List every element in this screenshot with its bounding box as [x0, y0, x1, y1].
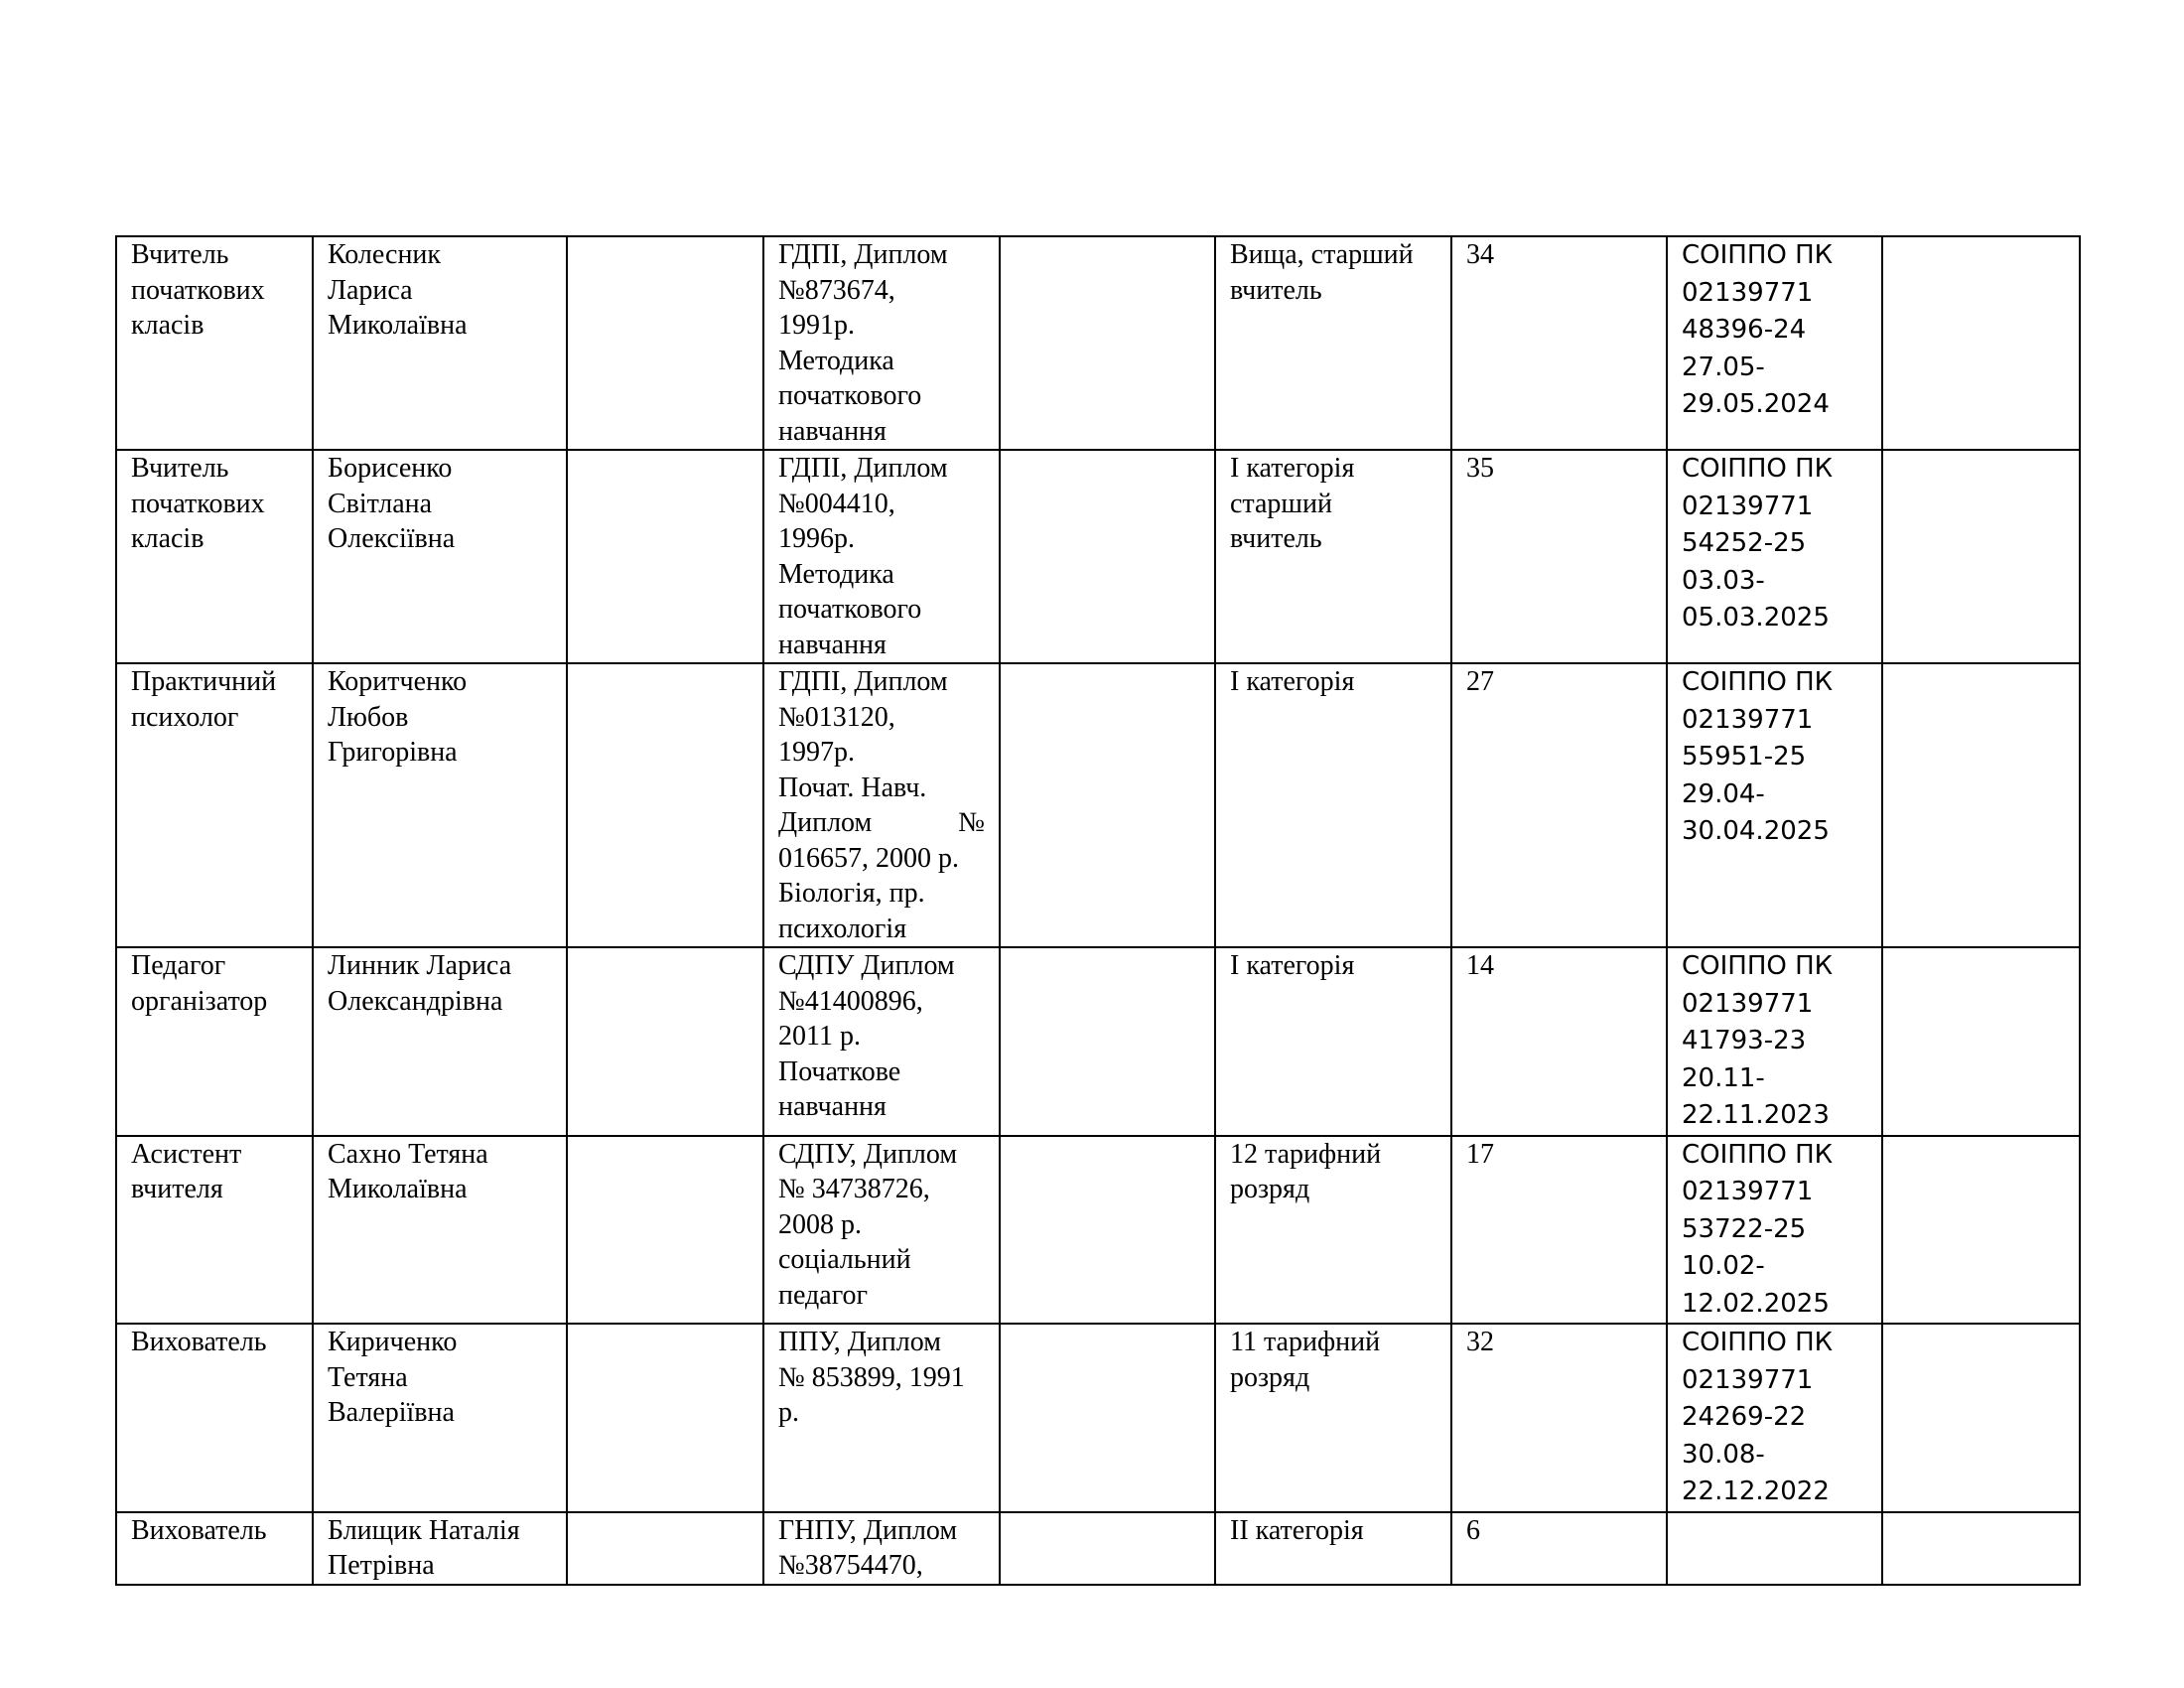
course-text: 03.03-: [1682, 565, 1765, 596]
course-text: 22.11.2023: [1682, 1100, 1830, 1130]
name-text: Олександрівна: [328, 985, 503, 1017]
education-text: ГДПІ, Диплом: [778, 453, 948, 484]
course-text: СОІППО ПК: [1682, 240, 1834, 270]
name-text: Кириченко: [328, 1327, 458, 1357]
name-cell: [313, 1324, 567, 1512]
course-text: 05.03.2025: [1682, 603, 1830, 633]
name-text: Миколаївна: [328, 1174, 468, 1204]
course-text: 02139771: [1682, 277, 1814, 308]
education-text: 2011 р.: [778, 1021, 861, 1052]
course-text: 54252-25: [1682, 528, 1807, 558]
course-text: 55951-25: [1682, 742, 1807, 772]
course-text: 02139771: [1682, 1177, 1814, 1206]
education-cell: [763, 947, 1000, 1136]
experience-cell: [1451, 1136, 1667, 1325]
empty-cell: [567, 450, 763, 663]
education-text: навчання: [778, 415, 887, 447]
experience-cell: [1451, 947, 1667, 1136]
position-text: організатор: [131, 985, 268, 1017]
name-cell: [313, 236, 567, 450]
education-text: СДПУ, Диплом: [778, 1138, 958, 1170]
experience-cell: [1451, 663, 1667, 947]
education-text: психологія: [778, 913, 907, 944]
category-cell: [1215, 1512, 1451, 1585]
course-text: 02139771: [1682, 988, 1814, 1019]
position-text: початкових: [131, 274, 265, 306]
empty-cell: [1882, 450, 2080, 663]
course-text: 02139771: [1682, 704, 1814, 735]
course-text: 10.02-: [1682, 1251, 1765, 1281]
course-text: 27.05-: [1682, 352, 1765, 382]
category-text: старший: [1230, 488, 1332, 519]
education-cell: [763, 1512, 1000, 1585]
course-cell: [1667, 663, 1882, 947]
name-text: Борисенко: [328, 453, 453, 484]
table-row: [116, 663, 2080, 947]
empty-cell: [1000, 1136, 1215, 1325]
staff-table: [115, 235, 2081, 1586]
empty-cell: [567, 1136, 763, 1325]
education-text: №004410,: [778, 488, 895, 519]
course-text: 48396-24: [1682, 315, 1807, 345]
category-cell: [1215, 236, 1451, 450]
course-text: 24269-22: [1682, 1402, 1807, 1432]
empty-cell: [1000, 1324, 1215, 1512]
category-text: І категорія: [1230, 453, 1355, 484]
course-text: 02139771: [1682, 491, 1814, 521]
experience-text: 17: [1466, 1138, 1494, 1170]
course-text: 22.12.2022: [1682, 1477, 1830, 1506]
name-cell: [313, 1136, 567, 1325]
course-text: СОІППО ПК: [1682, 951, 1834, 981]
education-text: ППУ, Диплом: [778, 1327, 941, 1357]
position-text: психолог: [131, 701, 239, 733]
name-text: Лариса: [328, 274, 413, 306]
education-text: р.: [778, 1397, 799, 1428]
course-text: СОІППО ПК: [1682, 667, 1834, 697]
position-cell: [116, 236, 313, 450]
education-cell: [763, 1324, 1000, 1512]
category-text: ІІ категорія: [1230, 1514, 1364, 1546]
name-text: Григорівна: [328, 737, 458, 768]
name-text: Любов: [328, 701, 409, 733]
experience-text: 27: [1466, 666, 1494, 697]
course-cell: [1667, 947, 1882, 1136]
education-text: № 853899, 1991: [778, 1361, 965, 1393]
experience-text: 32: [1466, 1327, 1494, 1357]
name-text: Світлана: [328, 488, 433, 519]
education-text: ГДПІ, Диплом: [778, 666, 948, 697]
empty-cell: [567, 947, 763, 1136]
empty-cell: [567, 236, 763, 450]
empty-cell: [1882, 236, 2080, 450]
education-text: №41400896,: [778, 985, 923, 1017]
course-cell: [1667, 450, 1882, 663]
table-row: [116, 236, 2080, 450]
education-text: ГНПУ, Диплом: [778, 1514, 958, 1546]
experience-cell: [1451, 1324, 1667, 1512]
course-text: СОІППО ПК: [1682, 1328, 1834, 1357]
education-text: Початкове: [778, 1055, 901, 1087]
education-text: №: [958, 807, 985, 838]
education-text: №873674,: [778, 274, 895, 306]
name-cell: [313, 1512, 567, 1585]
empty-cell: [1882, 663, 2080, 947]
category-cell: [1215, 663, 1451, 947]
staff-table-body: [116, 236, 2080, 1585]
education-text: СДПУ Диплом: [778, 950, 955, 981]
empty-cell: [1000, 450, 1215, 663]
education-text: початкового: [778, 594, 922, 625]
empty-cell: [1000, 947, 1215, 1136]
course-text: 20.11-: [1682, 1062, 1765, 1093]
position-cell: [116, 663, 313, 947]
education-text: № 34738726,: [778, 1174, 930, 1204]
education-text: №38754470,: [778, 1550, 923, 1581]
position-text: вчителя: [131, 1174, 223, 1204]
education-justified-line: [778, 805, 985, 841]
position-cell: [116, 1324, 313, 1512]
course-text: 53722-25: [1682, 1213, 1807, 1244]
position-text: Вихователь: [131, 1514, 267, 1546]
education-text: Методика: [778, 558, 894, 590]
empty-cell: [567, 663, 763, 947]
education-text: Почат. Навч.: [778, 772, 927, 803]
name-text: Коритченко: [328, 666, 468, 697]
name-text: Сахно Тетяна: [328, 1138, 488, 1170]
empty-cell: [567, 1324, 763, 1512]
position-text: Практичний: [131, 666, 277, 697]
experience-text: 6: [1466, 1514, 1480, 1546]
position-text: Педагог: [131, 950, 226, 981]
position-text: класів: [131, 310, 205, 341]
education-text: 1996р.: [778, 523, 855, 554]
position-cell: [116, 1136, 313, 1325]
name-text: Миколаївна: [328, 310, 468, 341]
empty-cell: [1882, 1512, 2080, 1585]
category-text: розряд: [1230, 1361, 1310, 1393]
education-text: соціальний: [778, 1244, 911, 1275]
position-cell: [116, 947, 313, 1136]
course-text: 29.04-: [1682, 778, 1765, 809]
name-cell: [313, 947, 567, 1136]
category-text: Вища, старший: [1230, 239, 1414, 270]
position-cell: [116, 450, 313, 663]
table-row: [116, 450, 2080, 663]
education-text: навчання: [778, 1091, 887, 1122]
course-cell: [1667, 1136, 1882, 1325]
course-text: 12.02.2025: [1682, 1288, 1830, 1319]
education-text: Методика: [778, 345, 894, 376]
education-cell: [763, 450, 1000, 663]
category-text: розряд: [1230, 1174, 1310, 1204]
name-cell: [313, 450, 567, 663]
experience-text: 34: [1466, 239, 1494, 270]
category-text: 12 тарифний: [1230, 1138, 1382, 1170]
education-text: педагог: [778, 1279, 868, 1311]
experience-cell: [1451, 1512, 1667, 1585]
education-text: навчання: [778, 629, 887, 660]
education-text: 2008 р.: [778, 1208, 862, 1240]
category-text: вчитель: [1230, 274, 1322, 306]
education-text: 1991р.: [778, 310, 855, 341]
name-text: Тетяна: [328, 1361, 408, 1393]
course-text: 30.08-: [1682, 1439, 1765, 1470]
empty-cell: [1000, 1512, 1215, 1585]
empty-cell: [567, 1512, 763, 1585]
position-text: Асистент: [131, 1138, 242, 1170]
course-text: 41793-23: [1682, 1026, 1807, 1055]
table-row: [116, 947, 2080, 1136]
category-text: вчитель: [1230, 523, 1322, 554]
experience-cell: [1451, 450, 1667, 663]
course-text: СОІППО ПК: [1682, 1139, 1834, 1170]
course-text: 02139771: [1682, 1364, 1814, 1395]
education-text: початкового: [778, 380, 922, 411]
empty-cell: [1000, 236, 1215, 450]
course-text: 30.04.2025: [1682, 816, 1830, 846]
category-text: І категорія: [1230, 666, 1355, 697]
category-cell: [1215, 1324, 1451, 1512]
name-text: Линник Лариса: [328, 950, 512, 981]
education-text: 016657, 2000 р.: [778, 842, 959, 874]
empty-cell: [1882, 1324, 2080, 1512]
position-text: Вчитель: [131, 239, 229, 270]
education-text: Біологія, пр.: [778, 878, 925, 909]
course-cell: [1667, 236, 1882, 450]
course-text: СОІППО ПК: [1682, 454, 1834, 484]
position-text: початкових: [131, 488, 265, 519]
experience-cell: [1451, 236, 1667, 450]
empty-cell: [1882, 947, 2080, 1136]
education-text: №013120,: [778, 701, 895, 733]
position-text: Вихователь: [131, 1327, 267, 1357]
table-row: [116, 1136, 2080, 1325]
experience-text: 14: [1466, 950, 1494, 981]
education-cell: [763, 1136, 1000, 1325]
name-cell: [313, 663, 567, 947]
education-cell: [763, 663, 1000, 947]
table-row: [116, 1324, 2080, 1512]
empty-cell: [1000, 663, 1215, 947]
course-text: 29.05.2024: [1682, 389, 1830, 419]
category-text: І категорія: [1230, 950, 1355, 981]
category-cell: [1215, 947, 1451, 1136]
education-text: 1997р.: [778, 737, 855, 768]
name-text: Петрівна: [328, 1550, 435, 1581]
name-text: Блищик Наталія: [328, 1514, 520, 1546]
course-cell: [1667, 1324, 1882, 1512]
name-text: Колесник: [328, 239, 442, 270]
position-text: Вчитель: [131, 453, 229, 484]
experience-text: 35: [1466, 453, 1494, 484]
empty-cell: [1882, 1136, 2080, 1325]
name-text: Валеріївна: [328, 1397, 455, 1428]
table-row: [116, 1512, 2080, 1585]
education-text: ГДПІ, Диплом: [778, 239, 948, 270]
position-text: класів: [131, 523, 205, 554]
category-cell: [1215, 450, 1451, 663]
category-text: 11 тарифний: [1230, 1327, 1381, 1357]
education-cell: [763, 236, 1000, 450]
education-text: Диплом: [778, 807, 873, 838]
name-text: Олексіївна: [328, 523, 456, 554]
course-cell: [1667, 1512, 1882, 1585]
category-cell: [1215, 1136, 1451, 1325]
position-cell: [116, 1512, 313, 1585]
